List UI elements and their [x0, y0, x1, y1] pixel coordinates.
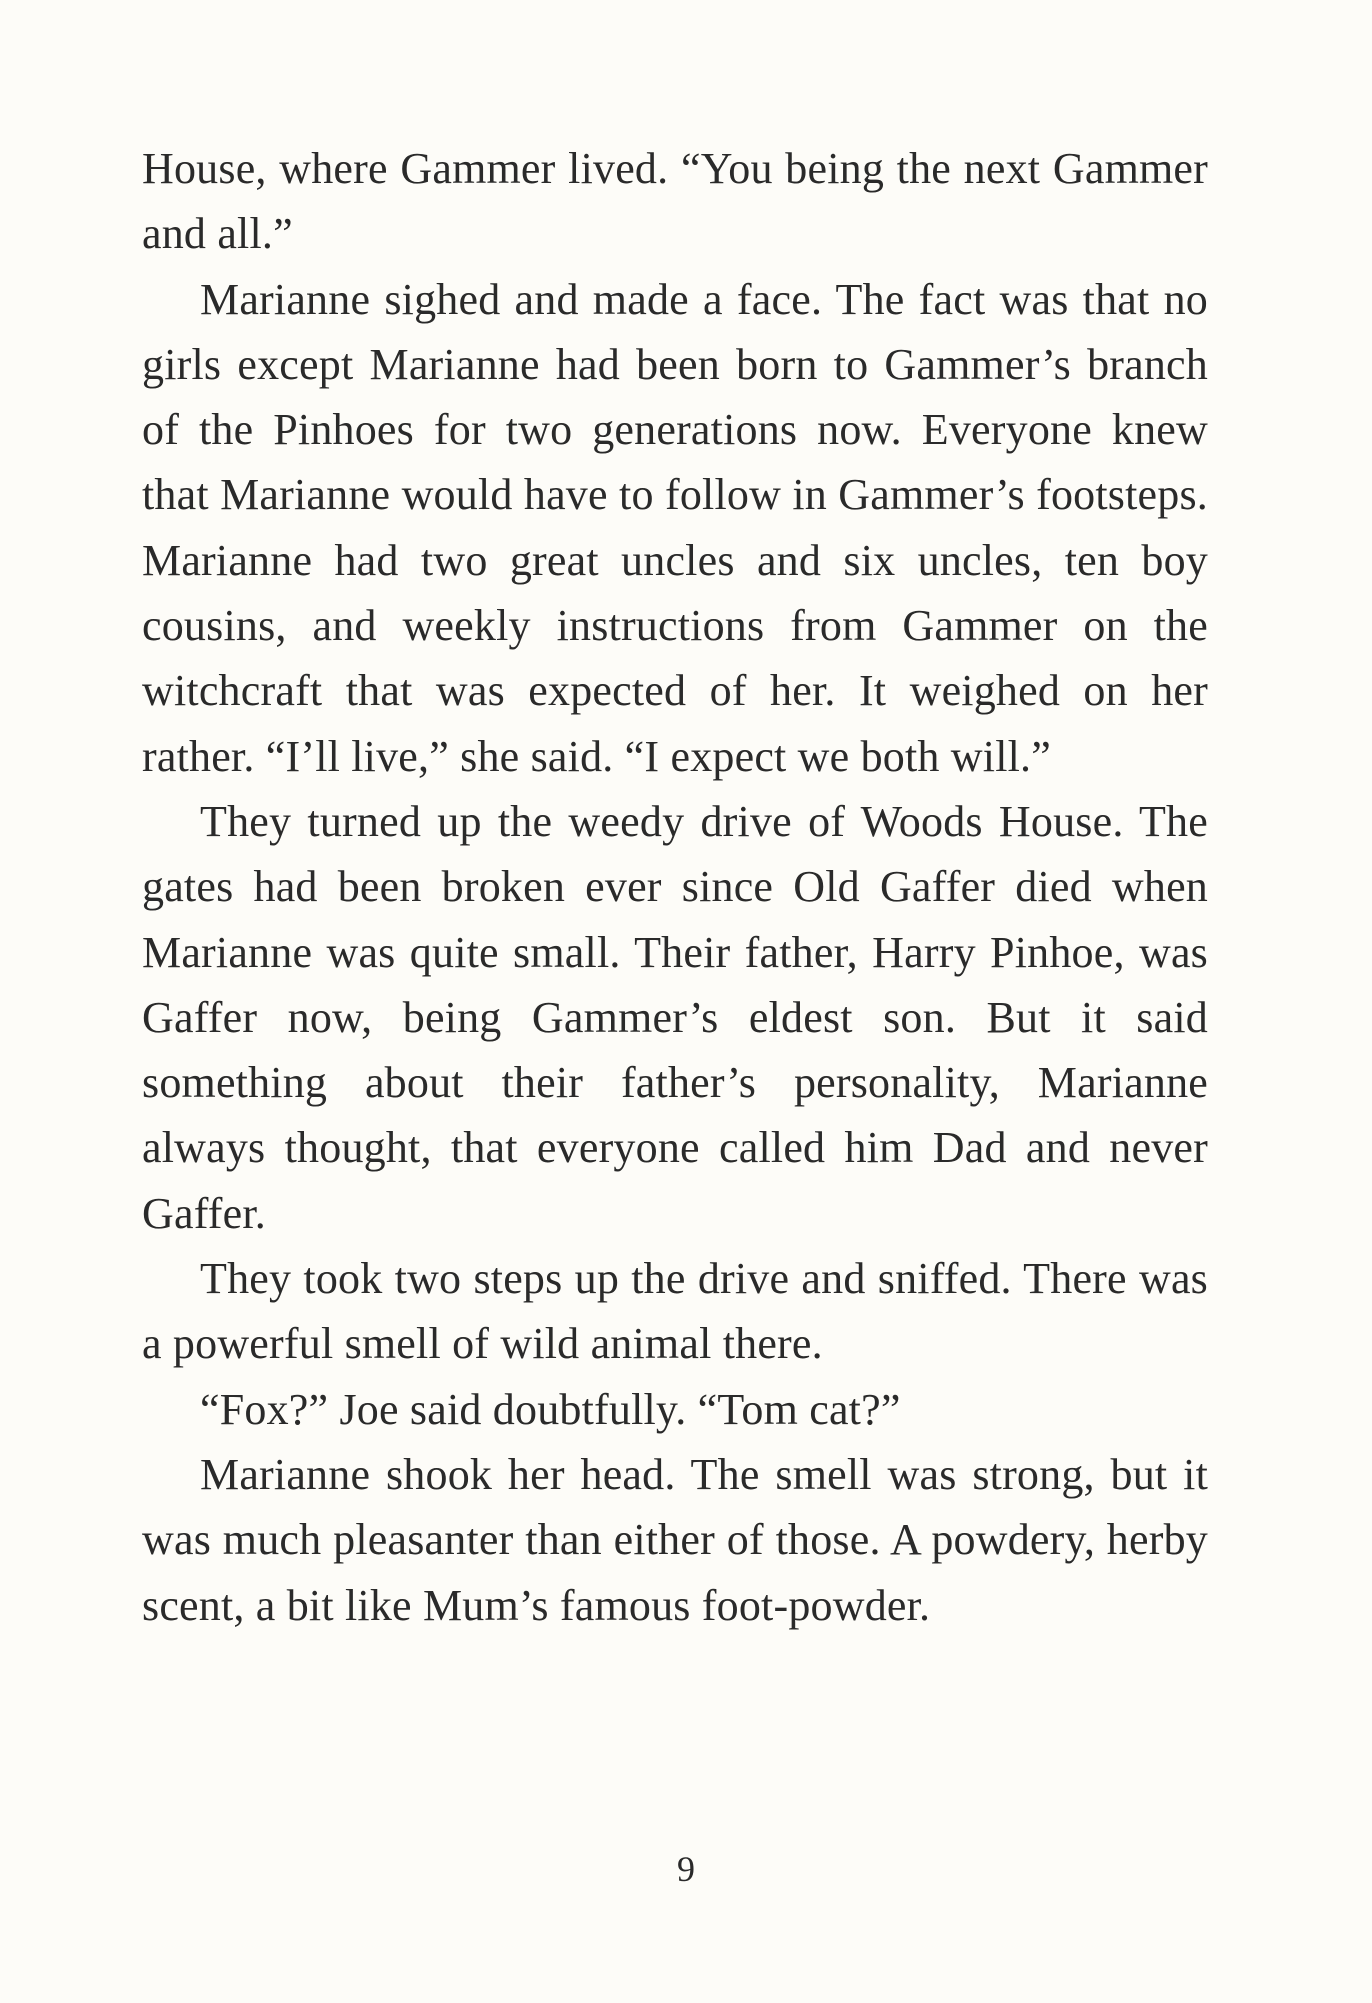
paragraph-1: House, where Gammer lived. “You being the next Gammer and all.” [142, 144, 1208, 259]
page-body [142, 136, 1208, 1638]
paragraph-3: They turned up the weedy drive of Woods House. The gates had been broken ever since Old Gaffer died when Marianne was quite small. Their father, Harry Pinhoe, was Gaffer now, being Gammer’s eldest son. But it said something about their father’s personality, Marianne always thought, that everyone called him Dad and never Gaffer. [142, 796, 1208, 1238]
paragraph-4: They took two steps up the drive and sniffed. There was a powerful smell of wild animal there. [142, 1254, 1208, 1369]
paragraph-2: Marianne sighed and made a face. The fact was that no girls except Marianne had been born to Gammer’s branch of the Pinhoes for two generations now. Everyone knew that Marianne would have to follow in Gammer’s footsteps. Marianne had two great uncles and six uncles, ten boy cousins, and weekly instructions from Gammer on the witchcraft that was expected of her. It weighed on her rather. “I’ll live,” she said. “I expect we both will.” [142, 274, 1208, 781]
paragraph-5: “Fox?” Joe said doubtfully. “Tom cat?” [200, 1384, 901, 1434]
page-number: 9 [677, 1849, 695, 1889]
paragraph-6: Marianne shook her head. The smell was strong, but it was much pleasanter than either of those. A powdery, herby scent, a bit like Mum’s famous foot-powder. [142, 1449, 1208, 1630]
